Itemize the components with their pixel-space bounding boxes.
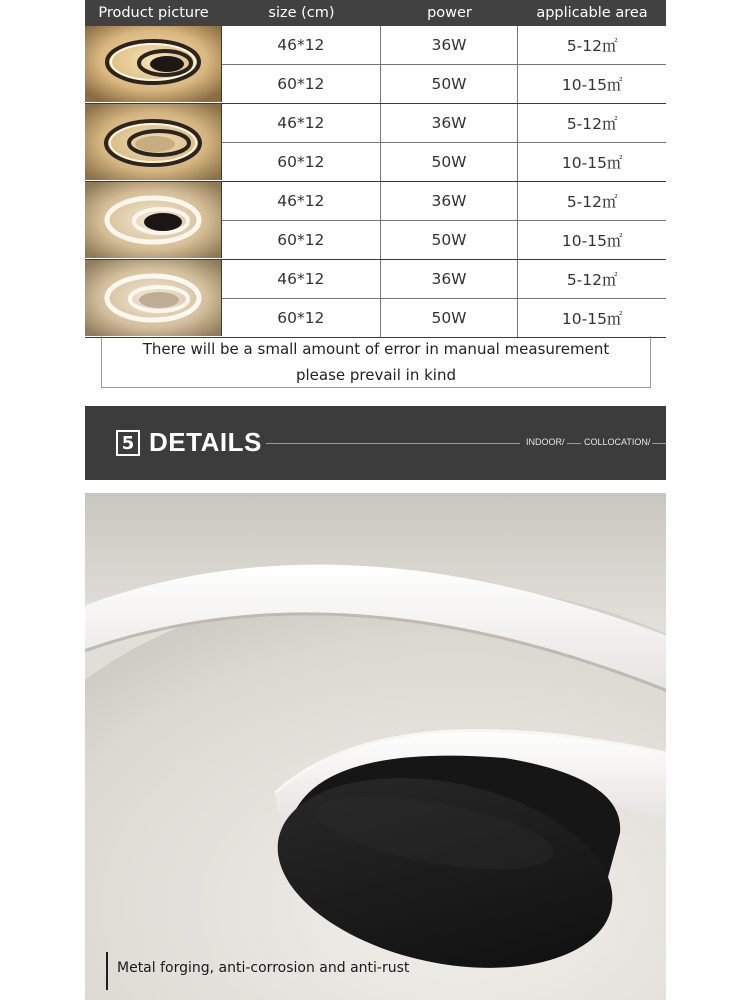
measurement-note xyxy=(101,336,651,388)
table-row xyxy=(222,220,666,259)
divider-line xyxy=(652,443,666,444)
area-cell: 10-15㎡ xyxy=(561,232,623,250)
ring-lamp-image xyxy=(85,26,222,102)
table-row xyxy=(222,298,666,337)
caption-accent-bar xyxy=(106,952,108,990)
size-cell: 60*12 xyxy=(222,299,381,337)
ring-lamp-image xyxy=(85,182,222,258)
area-cell: 5-12㎡ xyxy=(566,37,618,55)
details-banner xyxy=(85,406,666,480)
table-row xyxy=(222,26,666,64)
ring-lamp-image xyxy=(85,104,222,180)
power-cell: 36W xyxy=(381,260,519,298)
size-cell: 60*12 xyxy=(222,221,381,259)
table-row xyxy=(222,260,666,298)
table-row xyxy=(222,142,666,181)
spec-table xyxy=(85,0,666,338)
power-cell: 36W xyxy=(381,104,519,142)
area-cell: 5-12㎡ xyxy=(566,115,618,133)
divider-line xyxy=(567,443,581,444)
power-cell: 36W xyxy=(381,182,519,220)
divider-line xyxy=(266,443,520,444)
product-group xyxy=(85,26,666,104)
area-cell: 5-12㎡ xyxy=(566,271,618,289)
ring-lamp-image xyxy=(85,260,222,336)
header-applicable-area: applicable area xyxy=(536,5,648,21)
product-thumbnail xyxy=(85,260,222,336)
header-power: power xyxy=(427,5,472,21)
tag-indoor: INDOOR/ xyxy=(526,437,565,447)
note-line-2: please prevail in kind xyxy=(295,366,456,384)
product-thumbnail xyxy=(85,104,222,180)
photo-caption: Metal forging, anti-corrosion and anti-rust xyxy=(117,960,410,976)
table-row xyxy=(222,182,666,220)
area-cell: 10-15㎡ xyxy=(561,310,623,328)
header-size: size (cm) xyxy=(268,5,335,21)
product-detail-photo xyxy=(85,493,666,1000)
size-cell: 46*12 xyxy=(222,182,381,220)
table-row xyxy=(222,104,666,142)
size-cell: 60*12 xyxy=(222,143,381,181)
product-group xyxy=(85,260,666,338)
power-cell: 50W xyxy=(381,299,519,337)
power-cell: 50W xyxy=(381,221,519,259)
size-cell: 60*12 xyxy=(222,65,381,103)
product-thumbnail xyxy=(85,182,222,258)
spec-table-header xyxy=(85,0,666,26)
tag-collocation: COLLOCATION/ xyxy=(584,437,651,447)
power-cell: 50W xyxy=(381,65,519,103)
lamp-closeup-image xyxy=(85,493,666,1000)
section-number-badge: 5 xyxy=(116,430,140,456)
size-cell: 46*12 xyxy=(222,260,381,298)
product-group xyxy=(85,182,666,260)
area-cell: 10-15㎡ xyxy=(561,76,623,94)
area-cell: 5-12㎡ xyxy=(566,193,618,211)
size-cell: 46*12 xyxy=(222,26,381,64)
header-product-picture: Product picture xyxy=(98,5,209,21)
note-line-1: There will be a small amount of error in manual measurement xyxy=(142,340,610,358)
product-thumbnail xyxy=(85,26,222,102)
size-cell: 46*12 xyxy=(222,104,381,142)
power-cell: 36W xyxy=(381,26,519,64)
power-cell: 50W xyxy=(381,143,519,181)
product-group xyxy=(85,104,666,182)
area-cell: 10-15㎡ xyxy=(561,154,623,172)
table-row xyxy=(222,64,666,103)
details-title: DETAILS xyxy=(149,427,262,457)
